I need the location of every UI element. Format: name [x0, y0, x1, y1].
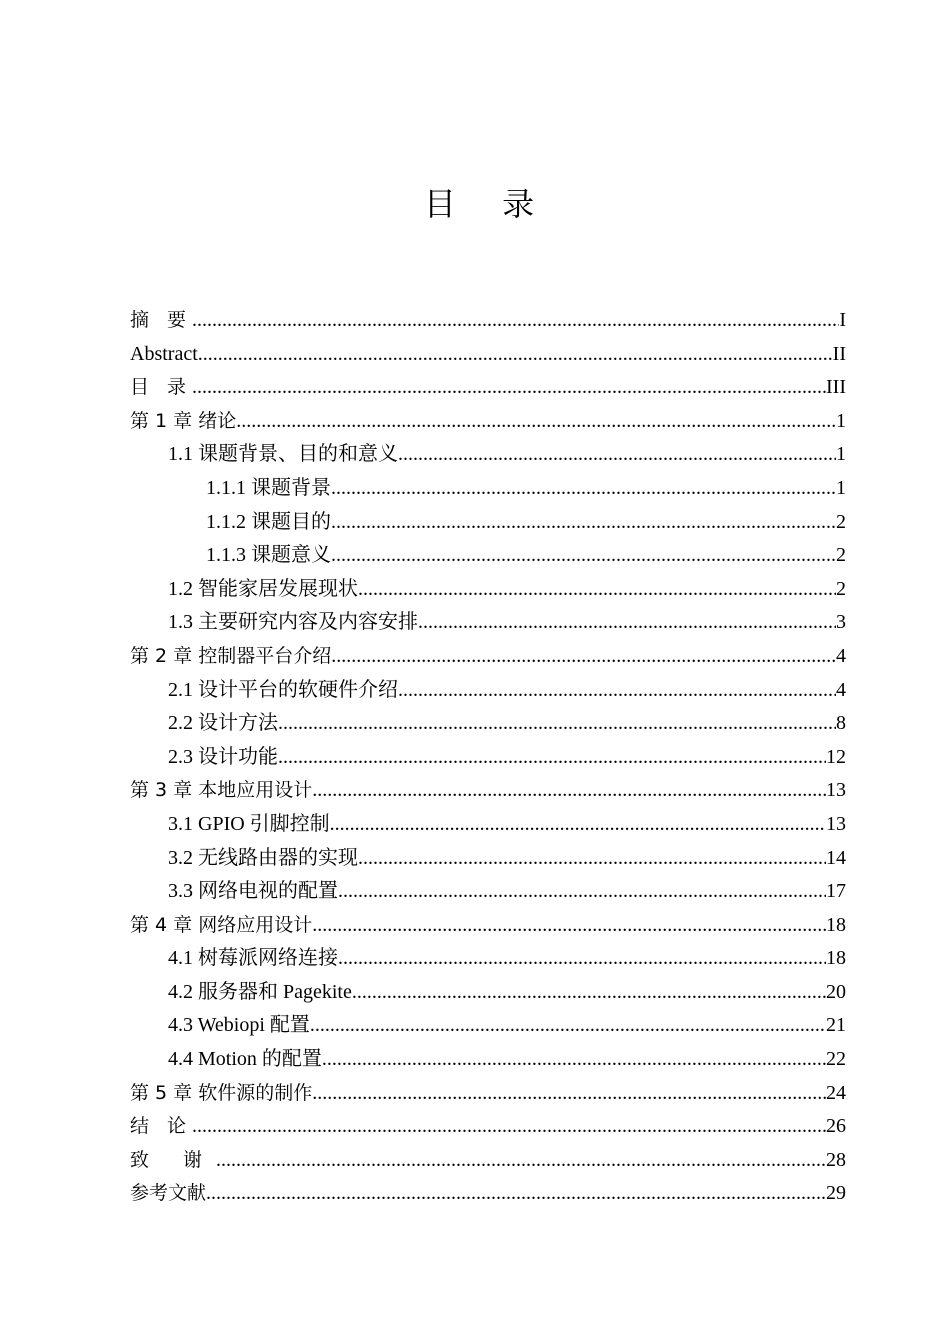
toc-entry-label: 第 5 章 软件源的制作 [130, 1081, 313, 1104]
dot-leader [398, 438, 836, 472]
toc-entry-label: 4.3 Webiopi 配置 [168, 1014, 310, 1037]
dot-leader [192, 1110, 826, 1144]
toc-entry-page-number: 14 [826, 846, 846, 869]
toc-entry-page-number: 28 [826, 1148, 846, 1171]
toc-entry[interactable] [130, 808, 846, 842]
toc-entry-label: 第 1 章 绪论 [130, 409, 237, 432]
toc-entry-label: 2.2 设计方法 [168, 712, 278, 735]
toc-entry[interactable] [130, 875, 846, 909]
toc-entry-page-number: I [839, 309, 846, 331]
toc-entry-page-number: 3 [836, 611, 846, 634]
toc-entry-page-number: 2 [836, 510, 846, 533]
dot-leader [418, 606, 836, 640]
toc-entry-label: 2.3 设计功能 [168, 745, 278, 768]
table-of-contents [130, 304, 846, 1211]
toc-entry[interactable] [130, 774, 846, 808]
toc-entry-page-number: 18 [826, 913, 846, 936]
dot-leader [310, 1009, 826, 1043]
toc-entry[interactable] [130, 338, 846, 372]
toc-entry[interactable] [130, 1043, 846, 1077]
toc-entry[interactable] [130, 1009, 846, 1043]
toc-entry[interactable] [130, 405, 846, 439]
toc-entry[interactable] [130, 674, 846, 708]
toc-entry[interactable] [130, 606, 846, 640]
toc-entry-page-number: 1 [836, 476, 846, 499]
toc-entry-page-number: 26 [826, 1115, 846, 1138]
dot-leader [331, 472, 836, 506]
dot-leader [331, 539, 836, 573]
toc-entry-page-number: 17 [826, 880, 846, 903]
toc-entry-label: 1.3 主要研究内容及内容安排 [168, 611, 418, 634]
toc-entry-page-number: 4 [836, 678, 846, 701]
toc-entry[interactable] [130, 1110, 846, 1144]
toc-entry-label: 第 4 章 网络应用设计 [130, 913, 313, 936]
dot-leader [322, 1043, 826, 1077]
toc-entry-label: 1.1.1 课题背景 [206, 476, 331, 499]
toc-entry[interactable] [130, 371, 846, 405]
dot-leader [352, 976, 826, 1010]
toc-entry-page-number: 29 [826, 1182, 846, 1205]
toc-entry[interactable] [130, 909, 846, 943]
dot-leader [330, 808, 826, 842]
dot-leader [206, 1177, 826, 1211]
toc-entry-label: 致 谢 [130, 1148, 217, 1171]
dot-leader [312, 1077, 826, 1111]
toc-entry[interactable] [130, 942, 846, 976]
dot-leader [192, 371, 826, 405]
toc-entry-page-number: 22 [826, 1048, 846, 1071]
toc-entry-page-number: 21 [826, 1014, 846, 1037]
toc-entry-page-number: 13 [826, 812, 846, 835]
dot-leader [278, 741, 826, 775]
toc-entry[interactable] [130, 506, 846, 540]
toc-entry-label: 第 2 章 控制器平台介绍 [130, 644, 332, 667]
dot-leader [358, 842, 826, 876]
toc-entry-page-number: 4 [836, 644, 846, 667]
toc-entry[interactable] [130, 438, 846, 472]
toc-entry-page-number: 8 [836, 712, 846, 735]
toc-entry-label: 4.2 服务器和 Pagekite [168, 980, 352, 1003]
toc-entry-label: 1.1.2 课题目的 [206, 510, 331, 533]
toc-entry-label: 目 录 [130, 376, 193, 399]
toc-entry-page-number: 20 [826, 980, 846, 1003]
toc-entry-page-number: II [832, 342, 846, 365]
dot-leader [331, 506, 836, 540]
toc-entry-page-number: 2 [836, 577, 846, 600]
toc-entry-label: 4.1 树莓派网络连接 [168, 947, 338, 970]
toc-entry[interactable] [130, 707, 846, 741]
toc-entry-label: 参考文献 [130, 1182, 207, 1205]
toc-entry[interactable] [130, 842, 846, 876]
toc-entry-page-number: III [826, 376, 846, 399]
toc-entry[interactable] [130, 1077, 846, 1111]
toc-entry-label: 2.1 设计平台的软硬件介绍 [168, 678, 398, 701]
toc-entry[interactable] [130, 741, 846, 775]
dot-leader [338, 942, 826, 976]
dot-leader [216, 1144, 826, 1178]
toc-entry[interactable] [130, 539, 846, 573]
toc-entry-label: 1.1 课题背景、目的和意义 [168, 443, 398, 466]
toc-entry-page-number: 24 [826, 1081, 846, 1104]
toc-entry[interactable] [130, 640, 846, 674]
dot-leader [236, 405, 836, 439]
toc-entry[interactable] [130, 1177, 846, 1211]
dot-leader [312, 909, 826, 943]
dot-leader [338, 875, 826, 909]
toc-entry-page-number: 12 [826, 745, 846, 768]
toc-entry-page-number: 1 [836, 409, 846, 432]
toc-entry-page-number: 1 [836, 443, 846, 466]
toc-entry-label: Abstract [130, 342, 198, 365]
dot-leader [198, 338, 833, 372]
dot-leader [398, 674, 836, 708]
toc-entry[interactable] [130, 1144, 846, 1178]
toc-entry[interactable] [130, 472, 846, 506]
toc-entry-label: 3.3 网络电视的配置 [168, 880, 338, 903]
toc-entry-label: 3.2 无线路由器的实现 [168, 846, 358, 869]
toc-entry-page-number: 2 [836, 544, 846, 567]
dot-leader [331, 640, 836, 674]
toc-entry-label: 第 3 章 本地应用设计 [130, 779, 313, 802]
toc-entry[interactable] [130, 573, 846, 607]
toc-entry-page-number: 18 [826, 947, 846, 970]
toc-entry-label: 1.1.3 课题意义 [206, 544, 331, 567]
dot-leader [312, 774, 826, 808]
toc-entry-label: 摘 要 [130, 309, 193, 331]
dot-leader [192, 304, 839, 338]
toc-entry[interactable] [130, 976, 846, 1010]
dot-leader [358, 573, 836, 607]
toc-entry-label: 3.1 GPIO 引脚控制 [168, 812, 330, 835]
toc-entry-label: 结 论 [130, 1115, 193, 1138]
dot-leader [278, 707, 836, 741]
page-title: 目 录 [423, 185, 553, 223]
toc-entry-label: 1.2 智能家居发展现状 [168, 577, 358, 600]
toc-entry[interactable] [130, 304, 846, 338]
toc-entry-label: 4.4 Motion 的配置 [168, 1048, 322, 1071]
toc-entry-page-number: 13 [826, 779, 846, 802]
